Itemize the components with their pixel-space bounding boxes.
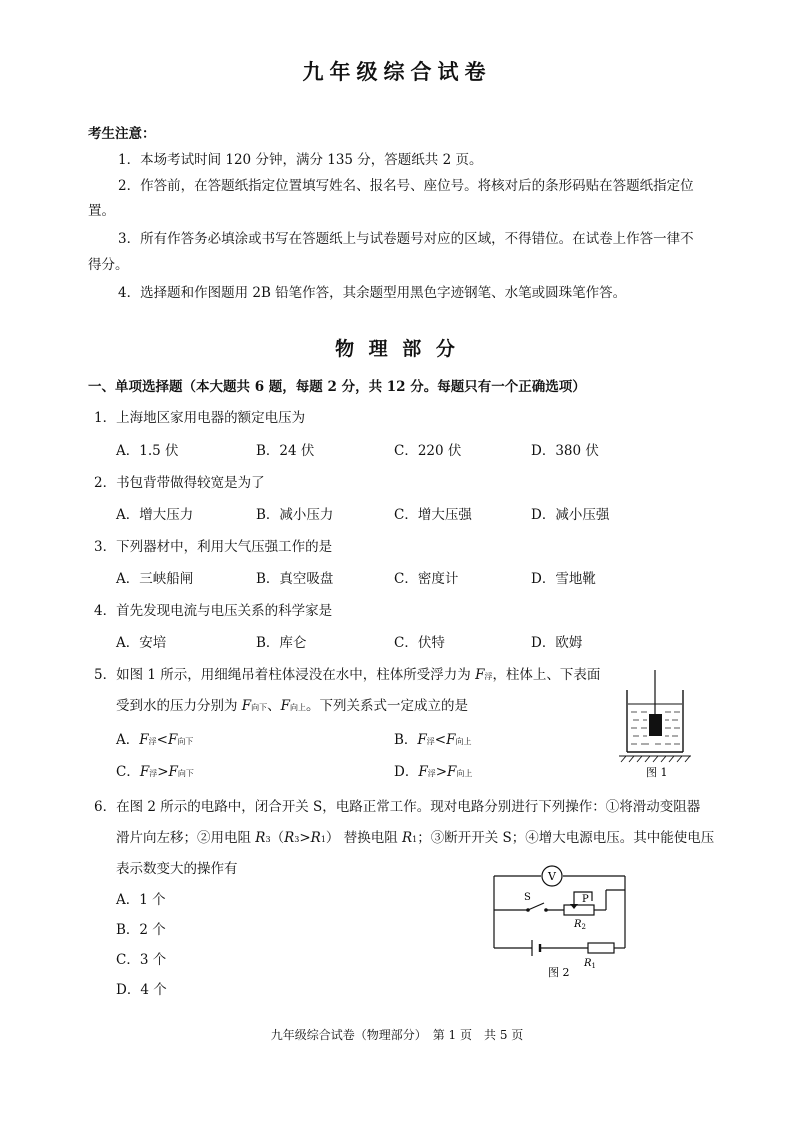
figure-1-beaker-diagram: [615, 668, 695, 780]
q6-option-b: B．2 个: [116, 922, 166, 938]
notice-item-4: 4．选择题和作图题用 2B 铅笔作答，其余题型用黑色字迹钢笔、水笔或圆珠笔作答。: [118, 285, 627, 301]
q1-option-c: C．220 伏: [394, 443, 462, 459]
q4-stem: 4．首先发现电流与电压关系的科学家是: [94, 603, 333, 619]
q1-stem: 1．上海地区家用电器的额定电压为: [94, 410, 306, 426]
voltmeter-label: V: [548, 870, 556, 883]
q5-option-d: D．F浮>F向上: [394, 764, 473, 780]
notice-item-2-cont: 置。: [88, 203, 115, 219]
q5-stem-line1: 5．如图 1 所示，用细绳吊着柱体浸没在水中，柱体所受浮力为 F浮，柱体上、下表面: [94, 667, 601, 683]
figure-2-label: 图 2: [548, 966, 570, 979]
q5-stem-line2: 受到水的压力分别为 F向下、F向上。下列关系式一定成立的是: [116, 698, 469, 714]
q2-stem: 2．书包背带做得较宽是为了: [94, 475, 265, 491]
q6-option-d: D．4 个: [116, 982, 167, 998]
notice-item-3: 3．所有作答务必填涂或书写在答题纸上与试卷题号对应的区域，不得错位。在试卷上作答一律不: [118, 231, 694, 247]
q5-option-b: B．F浮<F向上: [394, 732, 472, 748]
q2-option-c: C．增大压强: [394, 507, 472, 523]
notice-item-3-cont: 得分。: [88, 257, 129, 273]
q4-option-c: C．伏特: [394, 635, 445, 651]
q6-stem-line2: 滑片向左移；②用电阻 R3（R3>R1） 替换电阻 R1；③断开开关 S；④增大电源电压。其中能使电压: [116, 830, 715, 846]
q1-option-a: A．1.5 伏: [116, 443, 179, 459]
figure-2-circuit-diagram: [488, 860, 633, 984]
q4-option-b: B．库仑: [256, 635, 307, 651]
q6-stem-line1: 6．在图 2 所示的电路中，闭合开关 S，电路正常工作。现对电路分别进行下列操作：①将滑动变阻器: [94, 799, 701, 815]
q6-option-a: A．1 个: [116, 892, 166, 908]
figure-1-label: 图 1: [646, 766, 668, 779]
q5-option-a: A．F浮<F向下: [116, 732, 194, 748]
q3-option-b: B．真空吸盘: [256, 571, 334, 587]
notice-heading: 考生注意：: [88, 126, 156, 142]
notice-item-2: 2．作答前，在答题纸指定位置填写姓名、报名号、座位号。将核对后的条形码贴在答题纸指定位: [118, 178, 694, 194]
notice-item-1: 1．本场考试时间 120 分钟，满分 135 分，答题纸共 2 页。: [118, 152, 483, 168]
q2-option-d: D．减小压强: [531, 507, 610, 523]
q1-option-b: B．24 伏: [256, 443, 315, 459]
r2-label: $R_2$: [574, 919, 586, 931]
q1-option-d: D．380 伏: [531, 443, 599, 459]
switch-label: S: [524, 892, 531, 903]
section-title: 物 理 部 分: [335, 338, 459, 360]
q2-option-a: A．增大压力: [116, 507, 194, 523]
r1-label: $R_1$: [584, 958, 596, 970]
q5-option-c: C．F浮>F向下: [116, 764, 194, 780]
q3-option-d: D．雪地靴: [531, 571, 596, 587]
q2-option-b: B．减小压力: [256, 507, 334, 523]
q6-stem-line3: 表示数变大的操作有: [116, 861, 238, 877]
page-footer: 九年级综合试卷（物理部分） 第 1 页 共 5 页: [270, 1028, 524, 1042]
part1-heading: 一、单项选择题（本大题共 6 题，每题 2 分，共 12 分。每题只有一个正确选项）: [88, 379, 586, 395]
q3-option-c: C．密度计: [394, 571, 459, 587]
page-title: 九年级综合试卷: [302, 59, 492, 84]
q4-option-a: A．安培: [116, 635, 167, 651]
slider-label: P: [582, 894, 589, 905]
q3-stem: 3．下列器材中，利用大气压强工作的是: [94, 539, 333, 555]
q6-option-c: C．3 个: [116, 952, 167, 968]
q3-option-a: A．三峡船闸: [116, 571, 194, 587]
q4-option-d: D．欧姆: [531, 635, 583, 651]
